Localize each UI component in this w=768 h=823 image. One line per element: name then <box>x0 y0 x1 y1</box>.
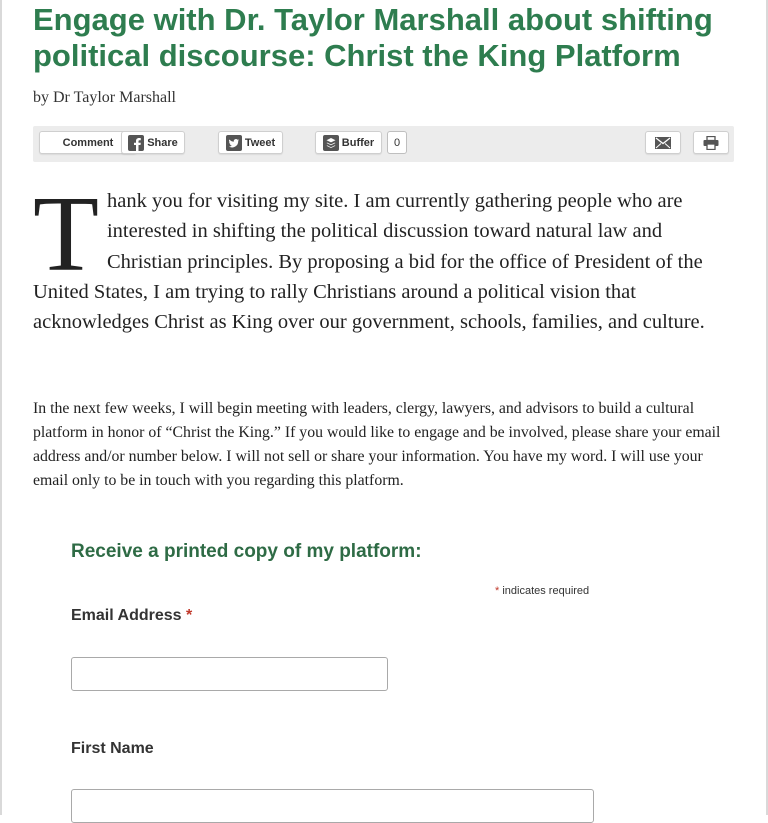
required-note-text: indicates required <box>499 585 590 597</box>
email-required-asterisk: * <box>186 607 193 624</box>
buffer-share-count: 0 <box>387 131 407 154</box>
intro-paragraph <box>33 175 733 337</box>
tweet-button-label: Tweet <box>244 136 276 149</box>
article-byline: by Dr Taylor Marshall <box>33 89 176 106</box>
email-icon <box>655 137 671 149</box>
comment-button-label: Comment <box>62 136 114 149</box>
tweet-button[interactable] <box>218 131 283 154</box>
body-paragraph: In the next few weeks, I will begin meeting with leaders, clergy, lawyers, and advisors to build a cultural platform in honor of “Christ the King.” If you would like to engage and be involved, please share your email address and/or number below. I will not sell or share your information. You have my word. I will use your email only to be in touch with you regarding this platform. <box>33 400 721 489</box>
signup-form-heading: Receive a printed copy of my platform: <box>71 541 422 562</box>
facebook-share-button[interactable] <box>121 131 185 154</box>
share-bar <box>33 126 734 162</box>
first-name-label: First Name <box>71 740 154 757</box>
required-asterisk: * <box>495 585 500 597</box>
buffer-icon <box>323 135 339 151</box>
drop-cap: T <box>33 175 99 294</box>
page-frame-left <box>0 0 2 815</box>
email-share-button[interactable] <box>645 131 681 154</box>
buffer-button[interactable] <box>315 131 382 154</box>
buffer-button-label: Buffer <box>341 136 375 149</box>
email-input[interactable] <box>71 657 388 691</box>
email-label <box>71 607 192 625</box>
facebook-icon <box>128 135 144 151</box>
share-button-label: Share <box>147 136 178 149</box>
print-button[interactable] <box>693 131 729 154</box>
intro-text: hank you for visiting my site. I am currently gathering people who are interested in shifting the political discussion toward natural law and Christian principles. By proposing a bid for the office of President of the United States, I am trying to rally Christians around a political vision that acknowledges Christ as King over our government, schools, families, and culture. <box>33 190 705 334</box>
print-icon <box>703 136 719 150</box>
email-label-text: Email Address <box>71 607 182 624</box>
first-name-input[interactable] <box>71 789 594 823</box>
twitter-icon <box>226 135 242 151</box>
article-title: Engage with Dr. Taylor Marshall about shifting political discourse: Christ the King Platform <box>33 2 713 73</box>
required-note <box>495 585 589 597</box>
